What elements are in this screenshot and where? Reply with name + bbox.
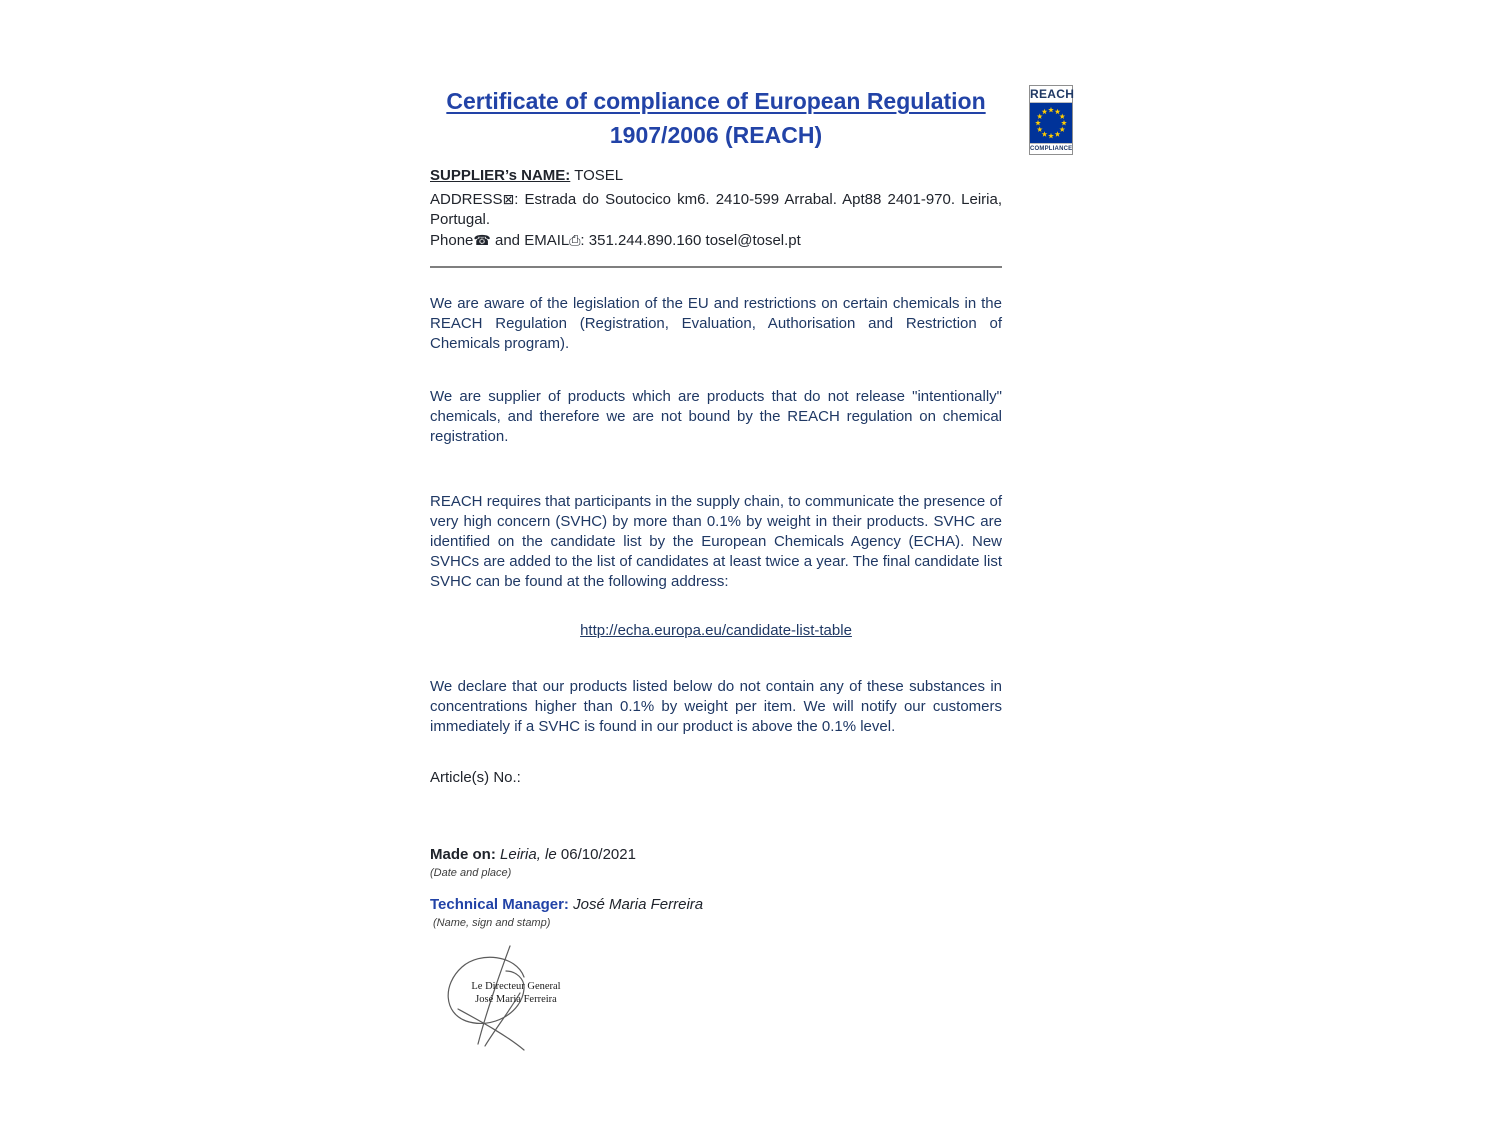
signature-block [428,943,600,1055]
eu-flag-icon [1030,103,1072,143]
signature-stamp-line-2: José Maria Ferreira [475,994,557,1005]
address-label: ADDRESS [430,191,503,208]
made-on-date: 06/10/2021 [556,846,636,863]
email-label: and EMAIL [490,232,570,249]
made-on-label: Made on: [430,846,496,863]
made-on-line [430,845,1002,865]
technical-manager-line [430,895,1002,915]
title-line-2: 1907/2006 (REACH) [609,122,823,148]
signature-stamp-text [456,980,576,1006]
paragraph-declaration: We declare that our products listed below do not contain any of these substances in concentrations higher than 0.1% by weight per item. We will notify our customers immediately if a SVHC is found in our product is above the 0.1% level. [430,678,1002,735]
made-on-place: Leiria, le [495,846,557,863]
document-title [430,84,1002,152]
paragraph-reach-requirements: REACH requires that participants in the supply chain, to communicate the presence of very high concern (SVHC) by more than 0.1% by weight in their products. SVHC are identified on the candidate list by the European Chemicals Agency (ECHA). New SVHCs are added to the list of candidates at least twice a year. The final candidate list SVHC can be found at the following address: [430,493,1002,590]
article-number-label: Article(s) No.: [430,769,521,786]
paragraph-supplier-statement: We are supplier of products which are products that do not release "intentionally" chemicals, and therefore we are not bound by the REACH regulation on chemical registration. [430,388,1002,445]
paragraph-eu-awareness: We are aware of the legislation of the EU and restrictions on certain chemicals in the REACH Regulation (Registration, Evaluation, Authorisation and Restriction of Chemicals program). [430,295,1002,352]
printer-icon: ⎙ [569,233,581,249]
phone-icon: ☎ [473,233,491,249]
supplier-address-line [430,190,1002,230]
reach-compliance-logo [1029,85,1073,155]
reach-logo-compliance-text: COMPLIANCE [1030,143,1072,154]
phone-label: Phone [430,232,474,249]
signature-stamp-line-1: Le Directeur General [471,981,561,992]
supplier-name-label: SUPPLIER’s NAME: [430,167,571,184]
supplier-name-value: TOSEL [570,167,624,184]
supplier-contact-line [430,231,1002,251]
envelope-icon: ⊠ [502,192,515,208]
title-line-1: Certificate of compliance of European Regulation [446,88,986,114]
technical-manager-label: Technical Manager: [430,896,569,913]
separator-line [430,266,1002,268]
contact-value: : 351.244.890.160 tosel@tosel.pt [580,232,801,249]
supplier-name-line [430,166,1002,186]
candidate-list-link-row [430,621,1002,641]
date-place-hint: (Date and place) [430,867,512,879]
name-sign-stamp-hint: (Name, sign and stamp) [433,917,551,929]
address-value: : Estrada do Soutocico km6. 2410-599 Arrabal. Apt88 2401-970. Leiria, Portugal. [430,191,1002,228]
candidate-list-link[interactable]: http://echa.europa.eu/candidate-list-table [580,622,852,639]
reach-logo-text: REACH [1030,87,1075,101]
technical-manager-name: José Maria Ferreira [568,896,704,913]
